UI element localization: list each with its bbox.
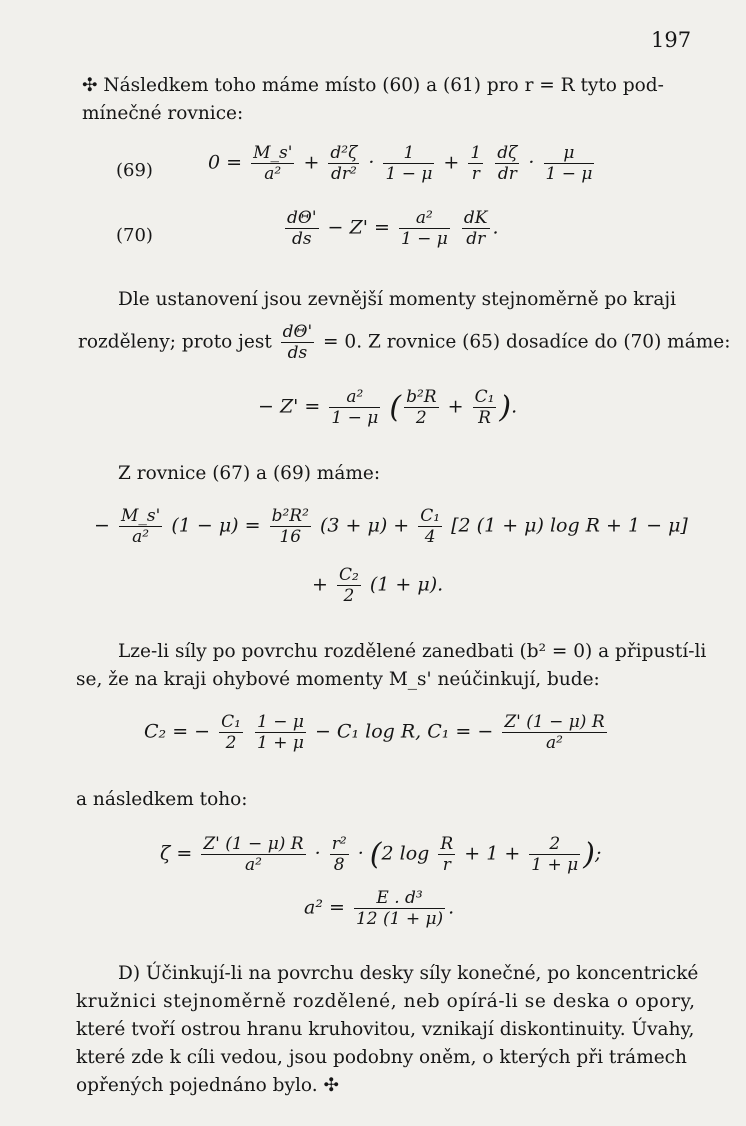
eq69-frac-6: $\frac{\mu}{1 - \mu}$ bbox=[545, 143, 593, 184]
paragraph-4-line-2: se, že na kraji ohybové momenty M_s' neúčinkují, bude: bbox=[76, 669, 600, 690]
equation-70-number: (70) bbox=[116, 225, 153, 246]
dtheta-ds-fraction: $\frac{d\Theta'}{ds}$ bbox=[282, 322, 313, 363]
eq69-frac-5: $\frac{d\zeta}{dr}$ bbox=[497, 143, 518, 184]
paragraph-d-line-1: D) Účinkují-li na povrchu desky síly konečné, po koncentrické bbox=[118, 963, 699, 984]
paragraph-5: a následkem toho: bbox=[76, 789, 248, 810]
paragraph-d-line-4: které zde k cíli vedou, jsou podobny oněm, o kterých při trámech bbox=[76, 1047, 687, 1068]
page-number: 197 bbox=[651, 28, 692, 52]
paragraph-d-line-2: kružnici stejnoměrně rozdělené, neb opírá-li se deska o opory, bbox=[76, 991, 696, 1012]
equation-zeta: ζ = $\frac{Z' (1 - \mu) R}{\text{a²}}$ · $\frac{\text{r²}}{8}$ · (2 log $\frac{R}{r}$ + 1 + $\frac{2}{1 + \mu}$ ); bbox=[160, 834, 602, 875]
equation-69-number: (69) bbox=[116, 160, 153, 181]
equation-moment-cont: + $\frac{\text{C₂}}{2}$ (1 + μ). bbox=[312, 565, 444, 606]
paragraph-1-line-2: mínečné rovnice: bbox=[82, 103, 244, 124]
eq69-frac-3: $\frac{1}{1 - \mu}$ bbox=[385, 143, 433, 184]
equation-constants: C₂ = − $\frac{\text{C₁}}{2}$ $\frac{1 - \mu}{1 + \mu}$ − C₁ log R, C₁ = − $\frac{Z' (1 - \mu) R}{\text{a²}}$ bbox=[144, 712, 605, 753]
paragraph-2-line-1: Dle ustanovení jsou zevnější momenty stejnoměrně po kraji bbox=[118, 289, 677, 310]
eq70-frac-1: $\frac{d\Theta'}{ds}$ bbox=[287, 208, 317, 249]
paragraph-4-line-1: Lze-li síly po povrchu rozdělené zanedbati (b² = 0) a připustí-li bbox=[118, 641, 707, 662]
eq69-lhs: 0 = bbox=[208, 151, 243, 174]
equation-69: 0 = $\frac{M\_s'}{\text{a²}}$ + $\frac{\text{d²ζ}}{\text{dr²}}$ · $\frac{1}{1 - \mu}$ + $\frac{1}{r}$ $\frac{d\zeta}{dr}$ · $\frac{\mu}{1 - \mu}$ bbox=[208, 143, 593, 184]
equation-z-prime: − Z' = $\frac{\text{a²}}{1 - \mu}$ ( $\frac{\text{b²R}}{2}$ + $\frac{\text{C₁}}{R}$ ). bbox=[258, 387, 518, 428]
eq69-frac-2: $\frac{\text{d²ζ}}{\text{dr²}}$ bbox=[330, 143, 358, 184]
equation-70: $\frac{d\Theta'}{ds}$ − Z' = $\frac{\text{a²}}{1 - \mu}$ $\frac{dK}{dr}$ . bbox=[287, 208, 499, 249]
eq70-frac-3: $\frac{dK}{dr}$ bbox=[463, 208, 488, 249]
eq70-frac-2: $\frac{\text{a²}}{1 - \mu}$ bbox=[400, 208, 448, 249]
paragraph-d-line-5: opřených pojednáno bylo. ✣ bbox=[76, 1075, 339, 1096]
paragraph-d-line-3: které tvoří ostrou hranu kruhovitou, vznikají diskontinuity. Úvahy, bbox=[76, 1019, 695, 1040]
equation-moment: − $\frac{M\_s'}{\text{a²}}$ (1 − μ) = $\frac{\text{b²R²}}{16}$ (3 + μ) + $\frac{\text{C₁}}{4}$ [2 (1 + μ) log R + 1 − μ] bbox=[94, 506, 688, 547]
eq69-frac-4: $\frac{1}{r}$ bbox=[470, 143, 482, 184]
eq69-frac-1: $\frac{M\_s'}{\text{a²}}$ bbox=[253, 143, 293, 184]
paragraph-3: Z rovnice (67) a (69) máme: bbox=[118, 463, 381, 484]
paragraph-2-line-2: rozděleny; proto jest $\frac{d\Theta'}{ds}$ = 0. Z rovnice (65) dosadíce do (70) máme: bbox=[78, 322, 731, 363]
equation-a-squared: a² = $\frac{\text{E . d³}}{12 (1 + \mu)}$ . bbox=[304, 888, 455, 929]
paragraph-1-line-1: ✣ Následkem toho máme místo (60) a (61) pro r = R tyto pod- bbox=[82, 75, 664, 96]
